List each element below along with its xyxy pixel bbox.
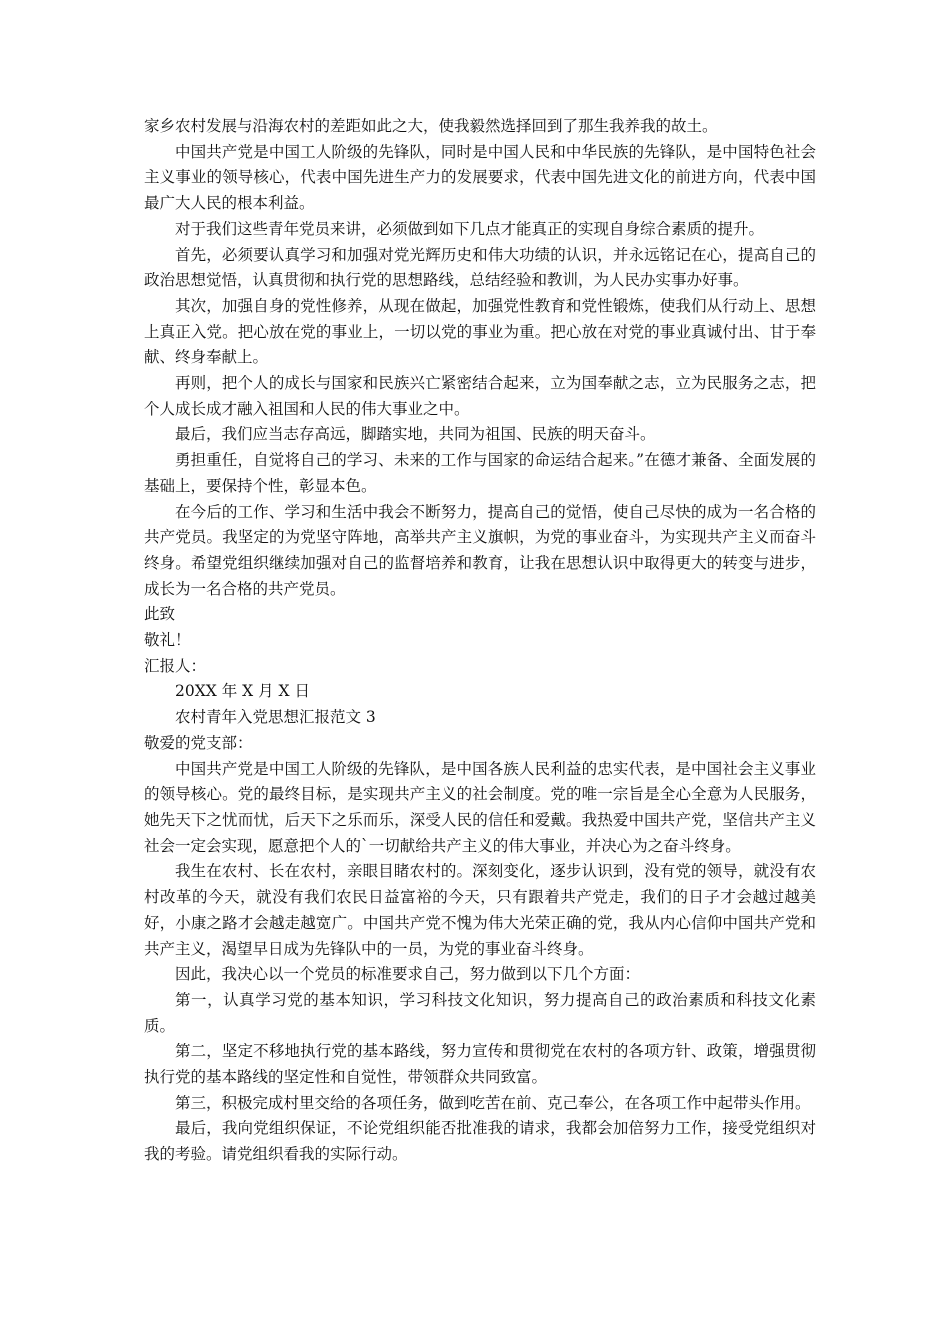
closing-line: 此致 [144,605,176,624]
document-body [144,114,816,1168]
paragraph: 最后，我们应当志存高远，脚踏实地，共同为祖国、民族的明天奋斗。 [175,425,656,444]
reporter-label: 汇报人： [144,656,207,675]
paragraph: 因此，我决心以一个党员的标准要求自己，努力做到以下几个方面： [175,965,641,984]
paragraph: 中国共产党是中国工人阶级的先锋队，是中国各族人民利益的忠实代表，是中国社会主义事业的领导核心。党的最终目标，是实现共产主义的社会制度。党的唯一宗旨是全心全意为人民服务，她先天下之忧而忧，后天下之乐而乐，深受人民的信任和爱戴。我热爱中国共产党，坚信共产主义社会一定会实现，愿意把个人的`一切献给共产主义的伟大事业，并决心为之奋斗终身。 [144,759,816,855]
paragraph: 在今后的工作、学习和生活中我会不断努力，提高自己的觉悟，使自己尽快的成为一名合格的共产党员。我坚定的为党坚守阵地，高举共产主义旗帜，为党的事业奋斗，为实现共产主义而奋斗终身。希望党组织继续加强对自己的监督培养和教育，让我在思想认识中取得更大的转变与进步，成长为一名合格的共产党员。 [144,502,816,598]
paragraph: 第一，认真学习党的基本知识，学习科技文化知识，努力提高自己的政治素质和科技文化素质。 [144,990,816,1035]
paragraph: 家乡农村发展与沿海农村的差距如此之大，使我毅然选择回到了那生我养我的故土。 [144,117,718,135]
paragraph: 对于我们这些青年党员来讲，必须做到如下几点才能真正的实现自身综合素质的提升。 [175,219,765,238]
paragraph: 我生在农村、长在农村，亲眼目睹农村的。深刻变化，逐步认识到，没有党的领导，就没有农村改革的今天，就没有我们农民日益富裕的今天，只有跟着共产党走，我们的日子才会越过越美好，小康之路才会越走越宽广。中国共产党不愧为伟大光荣正确的党，我从内心信仰中国共产党和共产主义，渴望早日成为先锋队中的一员，为党的事业奋斗终身。 [144,862,816,958]
paragraph: 第三，积极完成村里交给的各项任务，做到吃苦在前、克己奉公，在各项工作中起带头作用。 [175,1093,811,1112]
paragraph: 第二，坚定不移地执行党的基本路线，努力宣传和贯彻党在农村的各项方针、政策，增强贯彻执行党的基本路线的坚定性和自觉性，带领群众共同致富。 [144,1042,816,1087]
paragraph: 再则，把个人的成长与国家和民族兴亡紧密结合起来，立为国奉献之志，立为民服务之志，把个人成长成才融入祖国和人民的伟大事业之中。 [144,374,816,418]
section-title: 农村青年入党思想汇报范文 3 [175,708,376,727]
paragraph: 勇担重任，自觉将自己的学习、未来的工作与国家的命运结合起来。”在德才兼备、全面发展的基础上，要保持个性，彰显本色。 [144,451,816,495]
closing-salute: 敬礼！ [144,631,191,650]
salutation: 敬爱的党支部： [144,733,253,752]
paragraph: 首先，必须要认真学习和加强对党光辉历史和伟大功绩的认识，并永远铭记在心，提高自己的政治思想觉悟，认真贯彻和执行党的思想路线，总结经验和教训，为人民办实事办好事。 [144,245,816,290]
paragraph: 其次，加强自身的党性修养，从现在做起，加强党性教育和党性锻炼，使我们从行动上、思想上真正入党。把心放在党的事业上，一切以党的事业为重。把心放在对党的事业真诚付出、甘于奉献、终身奉献上。 [144,296,816,367]
paragraph: 中国共产党是中国工人阶级的先锋队，同时是中国人民和中华民族的先锋队，是中国特色社会主义事业的领导核心，代表中国先进生产力的发展要求，代表中国先进文化的前进方向，代表中国最广大人民的根本利益。 [144,142,816,213]
report-date: 20XX 年 X 月 X 日 [175,682,310,701]
paragraph: 最后，我向党组织保证，不论党组织能否批准我的请求，我都会加倍努力工作，接受党组织对我的考验。请党组织看我的实际行动。 [144,1119,816,1164]
